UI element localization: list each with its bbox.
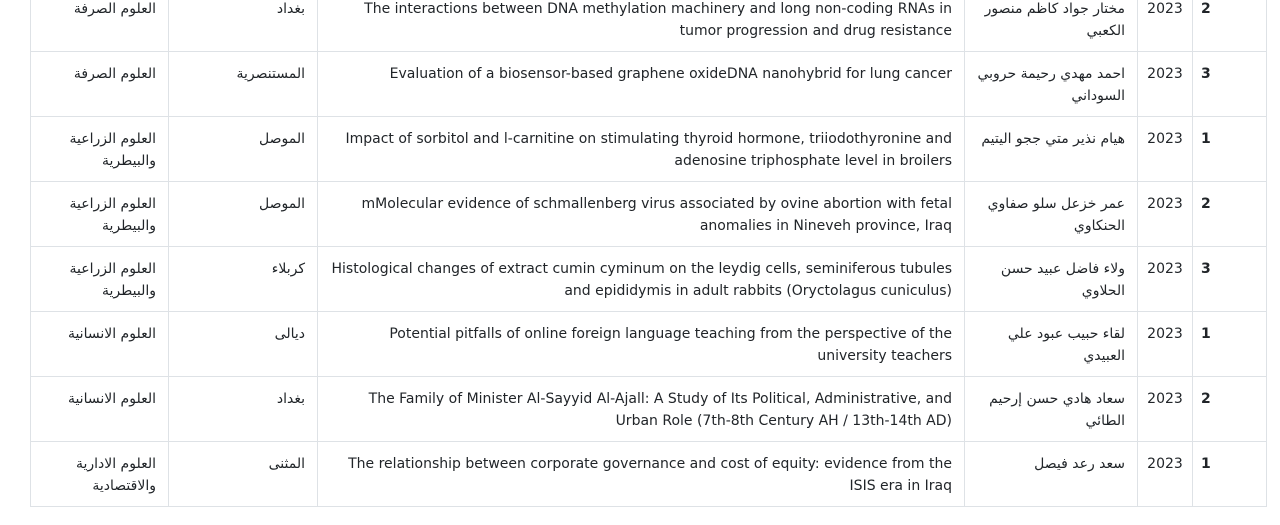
table-row — [31, 182, 1267, 247]
university-cell: بغداد — [169, 0, 318, 52]
author-name-cell: لقاء حبيب عبود علي العبيدي — [965, 312, 1138, 377]
author-name-cell: احمد مهدي رحيمة حروبي السوداني — [965, 52, 1138, 117]
research-table-container — [30, 0, 1266, 507]
table-row — [31, 312, 1267, 377]
field-cell: العلوم الصرفة — [31, 0, 169, 52]
table-row — [31, 377, 1267, 442]
university-cell: كربلاء — [169, 247, 318, 312]
paper-title-cell: Impact of sorbitol and l-carnitine on stimulating thyroid hormone, triiodothyronine and adenosine triphosphate level in broilers — [318, 117, 965, 182]
university-cell: الموصل — [169, 182, 318, 247]
field-cell: العلوم الزراعية والبيطرية — [31, 182, 169, 247]
table-row — [31, 0, 1267, 52]
author-name-cell: هيام نذير متي ججو اليتيم — [965, 117, 1138, 182]
year-cell: 2023 — [1138, 312, 1193, 377]
rank-cell: 2 — [1193, 182, 1267, 247]
rank-cell: 2 — [1193, 0, 1267, 52]
rank-cell: 2 — [1193, 377, 1267, 442]
author-name-cell: سعد رعد فيصل — [965, 442, 1138, 507]
paper-title-cell: The relationship between corporate governance and cost of equity: evidence from the ISIS era in Iraq — [318, 442, 965, 507]
rank-cell: 3 — [1193, 247, 1267, 312]
research-table — [30, 0, 1267, 507]
table-row — [31, 442, 1267, 507]
paper-title-cell: mMolecular evidence of schmallenberg virus associated by ovine abortion with fetal anomalies in Nineveh province, Iraq — [318, 182, 965, 247]
paper-title-cell: The interactions between DNA methylation machinery and long non-coding RNAs in tumor progression and drug resistance — [318, 0, 965, 52]
university-cell: بغداد — [169, 377, 318, 442]
rank-cell: 3 — [1193, 52, 1267, 117]
university-cell: ديالى — [169, 312, 318, 377]
rank-cell: 1 — [1193, 117, 1267, 182]
university-cell: الموصل — [169, 117, 318, 182]
paper-title-cell: The Family of Minister Al-Sayyid Al-Ajall: A Study of Its Political, Administrative, and Urban Role (7th-8th Century AH / 13th-14th AD) — [318, 377, 965, 442]
year-cell: 2023 — [1138, 442, 1193, 507]
field-cell: العلوم الانسانية — [31, 377, 169, 442]
field-cell: العلوم الصرفة — [31, 52, 169, 117]
author-name-cell: مختار جواد كاظم منصور الكعبي — [965, 0, 1138, 52]
field-cell: العلوم الادارية والاقتصادية — [31, 442, 169, 507]
author-name-cell: ولاء فاضل عبيد حسن الحلاوي — [965, 247, 1138, 312]
rank-cell: 1 — [1193, 442, 1267, 507]
table-row — [31, 117, 1267, 182]
table-row — [31, 52, 1267, 117]
year-cell: 2023 — [1138, 377, 1193, 442]
rank-cell: 1 — [1193, 312, 1267, 377]
university-cell: المثنى — [169, 442, 318, 507]
paper-title-cell: Histological changes of extract cumin cyminum on the leydig cells, seminiferous tubules and epididymis in adult rabbits (Oryctolagus cuniculus) — [318, 247, 965, 312]
author-name-cell: سعاد هادي حسن إرحيم الطائي — [965, 377, 1138, 442]
paper-title-cell: Evaluation of a biosensor-based graphene oxideDNA nanohybrid for lung cancer — [318, 52, 965, 117]
field-cell: العلوم الزراعية والبيطرية — [31, 117, 169, 182]
table-row — [31, 247, 1267, 312]
paper-title-cell: Potential pitfalls of online foreign language teaching from the perspective of the university teachers — [318, 312, 965, 377]
year-cell: 2023 — [1138, 52, 1193, 117]
year-cell: 2023 — [1138, 117, 1193, 182]
year-cell: 2023 — [1138, 0, 1193, 52]
year-cell: 2023 — [1138, 247, 1193, 312]
field-cell: العلوم الزراعية والبيطرية — [31, 247, 169, 312]
author-name-cell: عمر خزعل سلو صفاوي الحنكاوي — [965, 182, 1138, 247]
table-body — [31, 0, 1267, 507]
field-cell: العلوم الانسانية — [31, 312, 169, 377]
year-cell: 2023 — [1138, 182, 1193, 247]
university-cell: المستنصرية — [169, 52, 318, 117]
